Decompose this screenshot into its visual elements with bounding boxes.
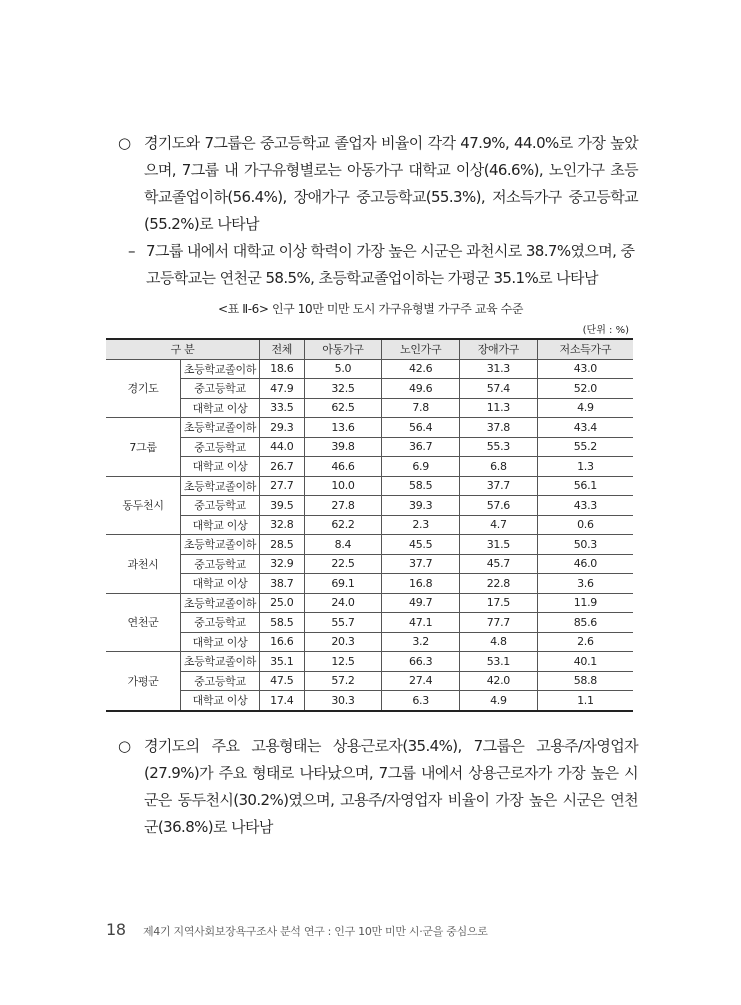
header-col: 전체: [260, 339, 305, 359]
value-cell: 1.3: [537, 457, 633, 477]
table-unit: (단위 : %): [582, 325, 629, 336]
value-cell: 16.8: [382, 574, 460, 594]
value-cell: 39.3: [382, 496, 460, 516]
header-col: 아동가구: [304, 339, 382, 359]
value-cell: 26.7: [260, 457, 305, 477]
table-row: [106, 632, 633, 652]
value-cell: 4.9: [460, 691, 538, 711]
table-row: [106, 359, 633, 379]
value-cell: 3.2: [382, 632, 460, 652]
value-cell: 46.0: [537, 554, 633, 574]
value-cell: 6.9: [382, 457, 460, 477]
table-caption: <표 Ⅱ-6> 인구 10만 미만 도시 가구유형별 가구주 교육 수준: [217, 302, 524, 316]
value-cell: 25.0: [260, 593, 305, 613]
table-row: [106, 691, 633, 711]
table-row: [106, 476, 633, 496]
value-cell: 52.0: [537, 379, 633, 399]
value-cell: 7.8: [382, 398, 460, 418]
dash-bullet-icon: –: [128, 242, 135, 260]
level-cell: 초등학교졸이하: [181, 359, 260, 379]
value-cell: 32.8: [260, 515, 305, 535]
value-cell: 85.6: [537, 613, 633, 633]
table-row: [106, 515, 633, 535]
level-cell: 초등학교졸이하: [181, 476, 260, 496]
value-cell: 28.5: [260, 535, 305, 555]
value-cell: 27.4: [382, 671, 460, 691]
header-col: 장애가구: [460, 339, 538, 359]
level-cell: 중고등학교: [181, 496, 260, 516]
value-cell: 44.0: [260, 437, 305, 457]
level-cell: 중고등학교: [181, 437, 260, 457]
paragraph-text: 경기도와 7그룹은 중고등학교 졸업자 비율이 각각 47.9%, 44.0%로 가장 높았으며, 7그룹 내 가구유형별로는 아동가구 대학교 이상(46.6%), 노인가구 초등학교졸업이하(56.4%), 장애가구 중고등학교(55.3%), 저소득가구 중고등학교(55.2%)로 나타남: [144, 134, 638, 233]
value-cell: 16.6: [260, 632, 305, 652]
value-cell: 47.5: [260, 671, 305, 691]
value-cell: 11.9: [537, 593, 633, 613]
value-cell: 62.2: [304, 515, 382, 535]
value-cell: 6.8: [460, 457, 538, 477]
value-cell: 53.1: [460, 652, 538, 672]
value-cell: 38.7: [260, 574, 305, 594]
region-cell: 가평군: [106, 652, 181, 711]
value-cell: 56.4: [382, 418, 460, 438]
sub-paragraph-education: [128, 238, 638, 292]
value-cell: 11.3: [460, 398, 538, 418]
value-cell: 13.6: [304, 418, 382, 438]
value-cell: 42.6: [382, 359, 460, 379]
value-cell: 45.5: [382, 535, 460, 555]
header-col: 노인가구: [382, 339, 460, 359]
value-cell: 22.8: [460, 574, 538, 594]
value-cell: 47.9: [260, 379, 305, 399]
value-cell: 39.5: [260, 496, 305, 516]
value-cell: 27.7: [260, 476, 305, 496]
region-cell: 동두천시: [106, 476, 181, 535]
value-cell: 32.5: [304, 379, 382, 399]
value-cell: 20.3: [304, 632, 382, 652]
table-row: [106, 379, 633, 399]
value-cell: 49.7: [382, 593, 460, 613]
value-cell: 6.3: [382, 691, 460, 711]
table-row: [106, 574, 633, 594]
value-cell: 77.7: [460, 613, 538, 633]
value-cell: 33.5: [260, 398, 305, 418]
level-cell: 대학교 이상: [181, 457, 260, 477]
value-cell: 27.8: [304, 496, 382, 516]
value-cell: 37.7: [460, 476, 538, 496]
value-cell: 4.9: [537, 398, 633, 418]
value-cell: 24.0: [304, 593, 382, 613]
value-cell: 31.5: [460, 535, 538, 555]
value-cell: 56.1: [537, 476, 633, 496]
value-cell: 37.8: [460, 418, 538, 438]
value-cell: 0.6: [537, 515, 633, 535]
value-cell: 57.6: [460, 496, 538, 516]
value-cell: 10.0: [304, 476, 382, 496]
value-cell: 2.6: [537, 632, 633, 652]
value-cell: 69.1: [304, 574, 382, 594]
value-cell: 5.0: [304, 359, 382, 379]
value-cell: 57.2: [304, 671, 382, 691]
value-cell: 55.7: [304, 613, 382, 633]
value-cell: 46.6: [304, 457, 382, 477]
page-number: 18: [106, 920, 126, 939]
level-cell: 대학교 이상: [181, 574, 260, 594]
paragraph-text: 경기도의 주요 고용형태는 상용근로자(35.4%), 7그룹은 고용주/자영업자(27.9%)가 주요 형태로 나타났으며, 7그룹 내에서 상용근로자가 가장 높은 시군은 동두천시(30.2%)였으며, 고용주/자영업자 비율이 가장 높은 시군은 연천군(36.8%)로 나타남: [144, 737, 638, 836]
footer-title: 제4기 지역사회보장욕구조사 분석 연구 : 인구 10만 미만 시·군을 중심으로: [142, 925, 488, 938]
value-cell: 43.0: [537, 359, 633, 379]
table-row: [106, 671, 633, 691]
table-row: [106, 652, 633, 672]
value-cell: 2.3: [382, 515, 460, 535]
level-cell: 중고등학교: [181, 613, 260, 633]
paragraph-employment-summary: [118, 733, 638, 841]
page-footer: [106, 920, 488, 939]
region-cell: 경기도: [106, 359, 181, 418]
sub-paragraph-text: 7그룹 내에서 대학교 이상 학력이 가장 높은 시군은 과천시로 38.7%였으며, 중고등학교는 연천군 58.5%, 초등학교졸업이하는 가평군 35.1%로 나타남: [146, 242, 635, 287]
region-cell: 연천군: [106, 593, 181, 652]
value-cell: 17.4: [260, 691, 305, 711]
value-cell: 45.7: [460, 554, 538, 574]
value-cell: 8.4: [304, 535, 382, 555]
circle-bullet-icon: ○: [118, 134, 131, 152]
value-cell: 57.4: [460, 379, 538, 399]
header-col: 저소득가구: [537, 339, 633, 359]
level-cell: 초등학교졸이하: [181, 652, 260, 672]
table-row: [106, 535, 633, 555]
region-cell: 과천시: [106, 535, 181, 594]
header-group: 구 분: [106, 339, 260, 359]
table-row: [106, 457, 633, 477]
value-cell: 29.3: [260, 418, 305, 438]
value-cell: 58.8: [537, 671, 633, 691]
table-row: [106, 418, 633, 438]
value-cell: 50.3: [537, 535, 633, 555]
value-cell: 43.3: [537, 496, 633, 516]
value-cell: 17.5: [460, 593, 538, 613]
value-cell: 3.6: [537, 574, 633, 594]
value-cell: 4.7: [460, 515, 538, 535]
value-cell: 32.9: [260, 554, 305, 574]
value-cell: 31.3: [460, 359, 538, 379]
value-cell: 58.5: [382, 476, 460, 496]
table-row: [106, 398, 633, 418]
level-cell: 대학교 이상: [181, 632, 260, 652]
level-cell: 대학교 이상: [181, 515, 260, 535]
table-row: [106, 496, 633, 516]
level-cell: 대학교 이상: [181, 691, 260, 711]
value-cell: 42.0: [460, 671, 538, 691]
table-row: [106, 437, 633, 457]
value-cell: 22.5: [304, 554, 382, 574]
education-table: [106, 338, 633, 712]
circle-bullet-icon: ○: [118, 737, 131, 755]
value-cell: 66.3: [382, 652, 460, 672]
value-cell: 37.7: [382, 554, 460, 574]
table-row: [106, 593, 633, 613]
value-cell: 39.8: [304, 437, 382, 457]
level-cell: 초등학교졸이하: [181, 535, 260, 555]
region-cell: 7그룹: [106, 418, 181, 477]
value-cell: 49.6: [382, 379, 460, 399]
level-cell: 대학교 이상: [181, 398, 260, 418]
value-cell: 4.8: [460, 632, 538, 652]
level-cell: 중고등학교: [181, 554, 260, 574]
value-cell: 40.1: [537, 652, 633, 672]
value-cell: 36.7: [382, 437, 460, 457]
table-row: [106, 554, 633, 574]
table-row: [106, 613, 633, 633]
value-cell: 1.1: [537, 691, 633, 711]
level-cell: 초등학교졸이하: [181, 593, 260, 613]
level-cell: 초등학교졸이하: [181, 418, 260, 438]
level-cell: 중고등학교: [181, 379, 260, 399]
value-cell: 58.5: [260, 613, 305, 633]
value-cell: 30.3: [304, 691, 382, 711]
value-cell: 12.5: [304, 652, 382, 672]
level-cell: 중고등학교: [181, 671, 260, 691]
value-cell: 55.3: [460, 437, 538, 457]
value-cell: 43.4: [537, 418, 633, 438]
value-cell: 62.5: [304, 398, 382, 418]
paragraph-education-summary: [118, 130, 638, 238]
table-header-row: [106, 339, 633, 359]
value-cell: 47.1: [382, 613, 460, 633]
value-cell: 18.6: [260, 359, 305, 379]
value-cell: 55.2: [537, 437, 633, 457]
value-cell: 35.1: [260, 652, 305, 672]
